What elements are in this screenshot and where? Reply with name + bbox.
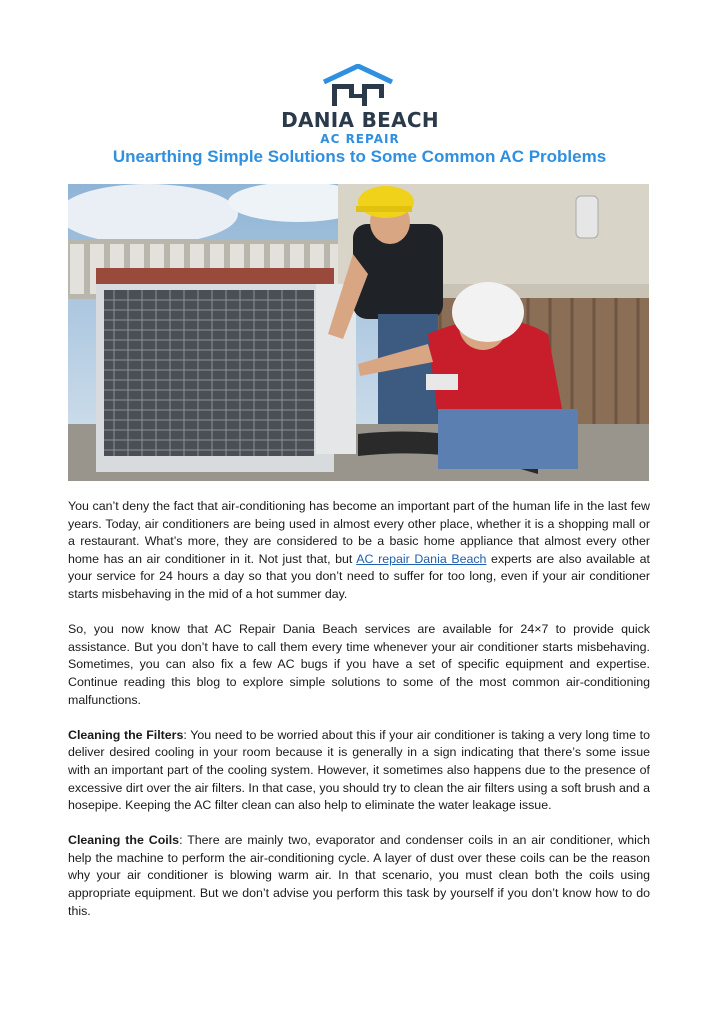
paragraph-intro-text-cont: experts are also available at your service for 24 hours a day so that you don’t need to suffer for too long, even if your air conditioner starts misbehaving in the mid of a hot summer day.	[68, 551, 650, 601]
page-title: Unearthing Simple Solutions to Some Common AC Problems	[112, 147, 607, 166]
coils-heading: Cleaning the Coils	[68, 833, 180, 848]
paragraph-intro	[68, 498, 650, 604]
paragraph-services: So, you now know that AC Repair Dania Beach services are available for 24×7 to provide quick assistance. But you don’t have to call them every time whenever your air conditioner starts misbehaving. Sometimes, you can also fix a few AC bugs if you have a set of specific equipment and expertise. Continue reading this blog to explore simple solutions to some of the most common air-conditioning malfunctions.	[68, 622, 650, 707]
logo-name: DANIA BEACH	[281, 108, 439, 132]
logo-subtitle: AC REPAIR	[320, 132, 400, 146]
article-body	[68, 498, 650, 938]
paragraph-filters	[68, 727, 650, 815]
filters-text: : You need to be worried about this if your air conditioner is taking a very long time to deliver desired cooling in your room because it is generally in a sign indicating that there’s some issue with an important part of the cooling system. However, it sometimes also happens due to the presence of excessive dirt over the air filters. In that case, you should try to clean the air filters using a soft brush and a hosepipe. Keeping the AC filter clean can also help to eliminate the water leakage issue.	[68, 727, 650, 813]
paragraph-coils	[68, 832, 650, 920]
filters-heading: Cleaning the Filters	[68, 727, 184, 742]
company-logo	[258, 64, 462, 148]
paragraph-intro-text: You can’t deny the fact that air-conditioning has become an important part of the human life in the last few years. Today, air conditioners are being used in almost every other place, whether it is a shopping mall or a restaurant. What’s more, they are considered to be a basic home appliance that almost every other home has an air conditioner in it. Not just that, but	[68, 499, 650, 566]
technicians-ac-unit-photo	[68, 184, 649, 481]
ac-repair-link[interactable]: AC repair Dania Beach	[356, 551, 487, 566]
house-logo-icon	[318, 64, 398, 108]
coils-text: : There are mainly two, evaporator and condenser coils in an air conditioner, which help the machine to perform the air-conditioning cycle. A layer of dust over these coils can be the reason why your air conditioner is blowing warm air. In that scenario, you must clean both the coils using appropriate equipment. But we don’t advise you perform this task by yourself if you don’t know how to do this.	[68, 833, 650, 918]
